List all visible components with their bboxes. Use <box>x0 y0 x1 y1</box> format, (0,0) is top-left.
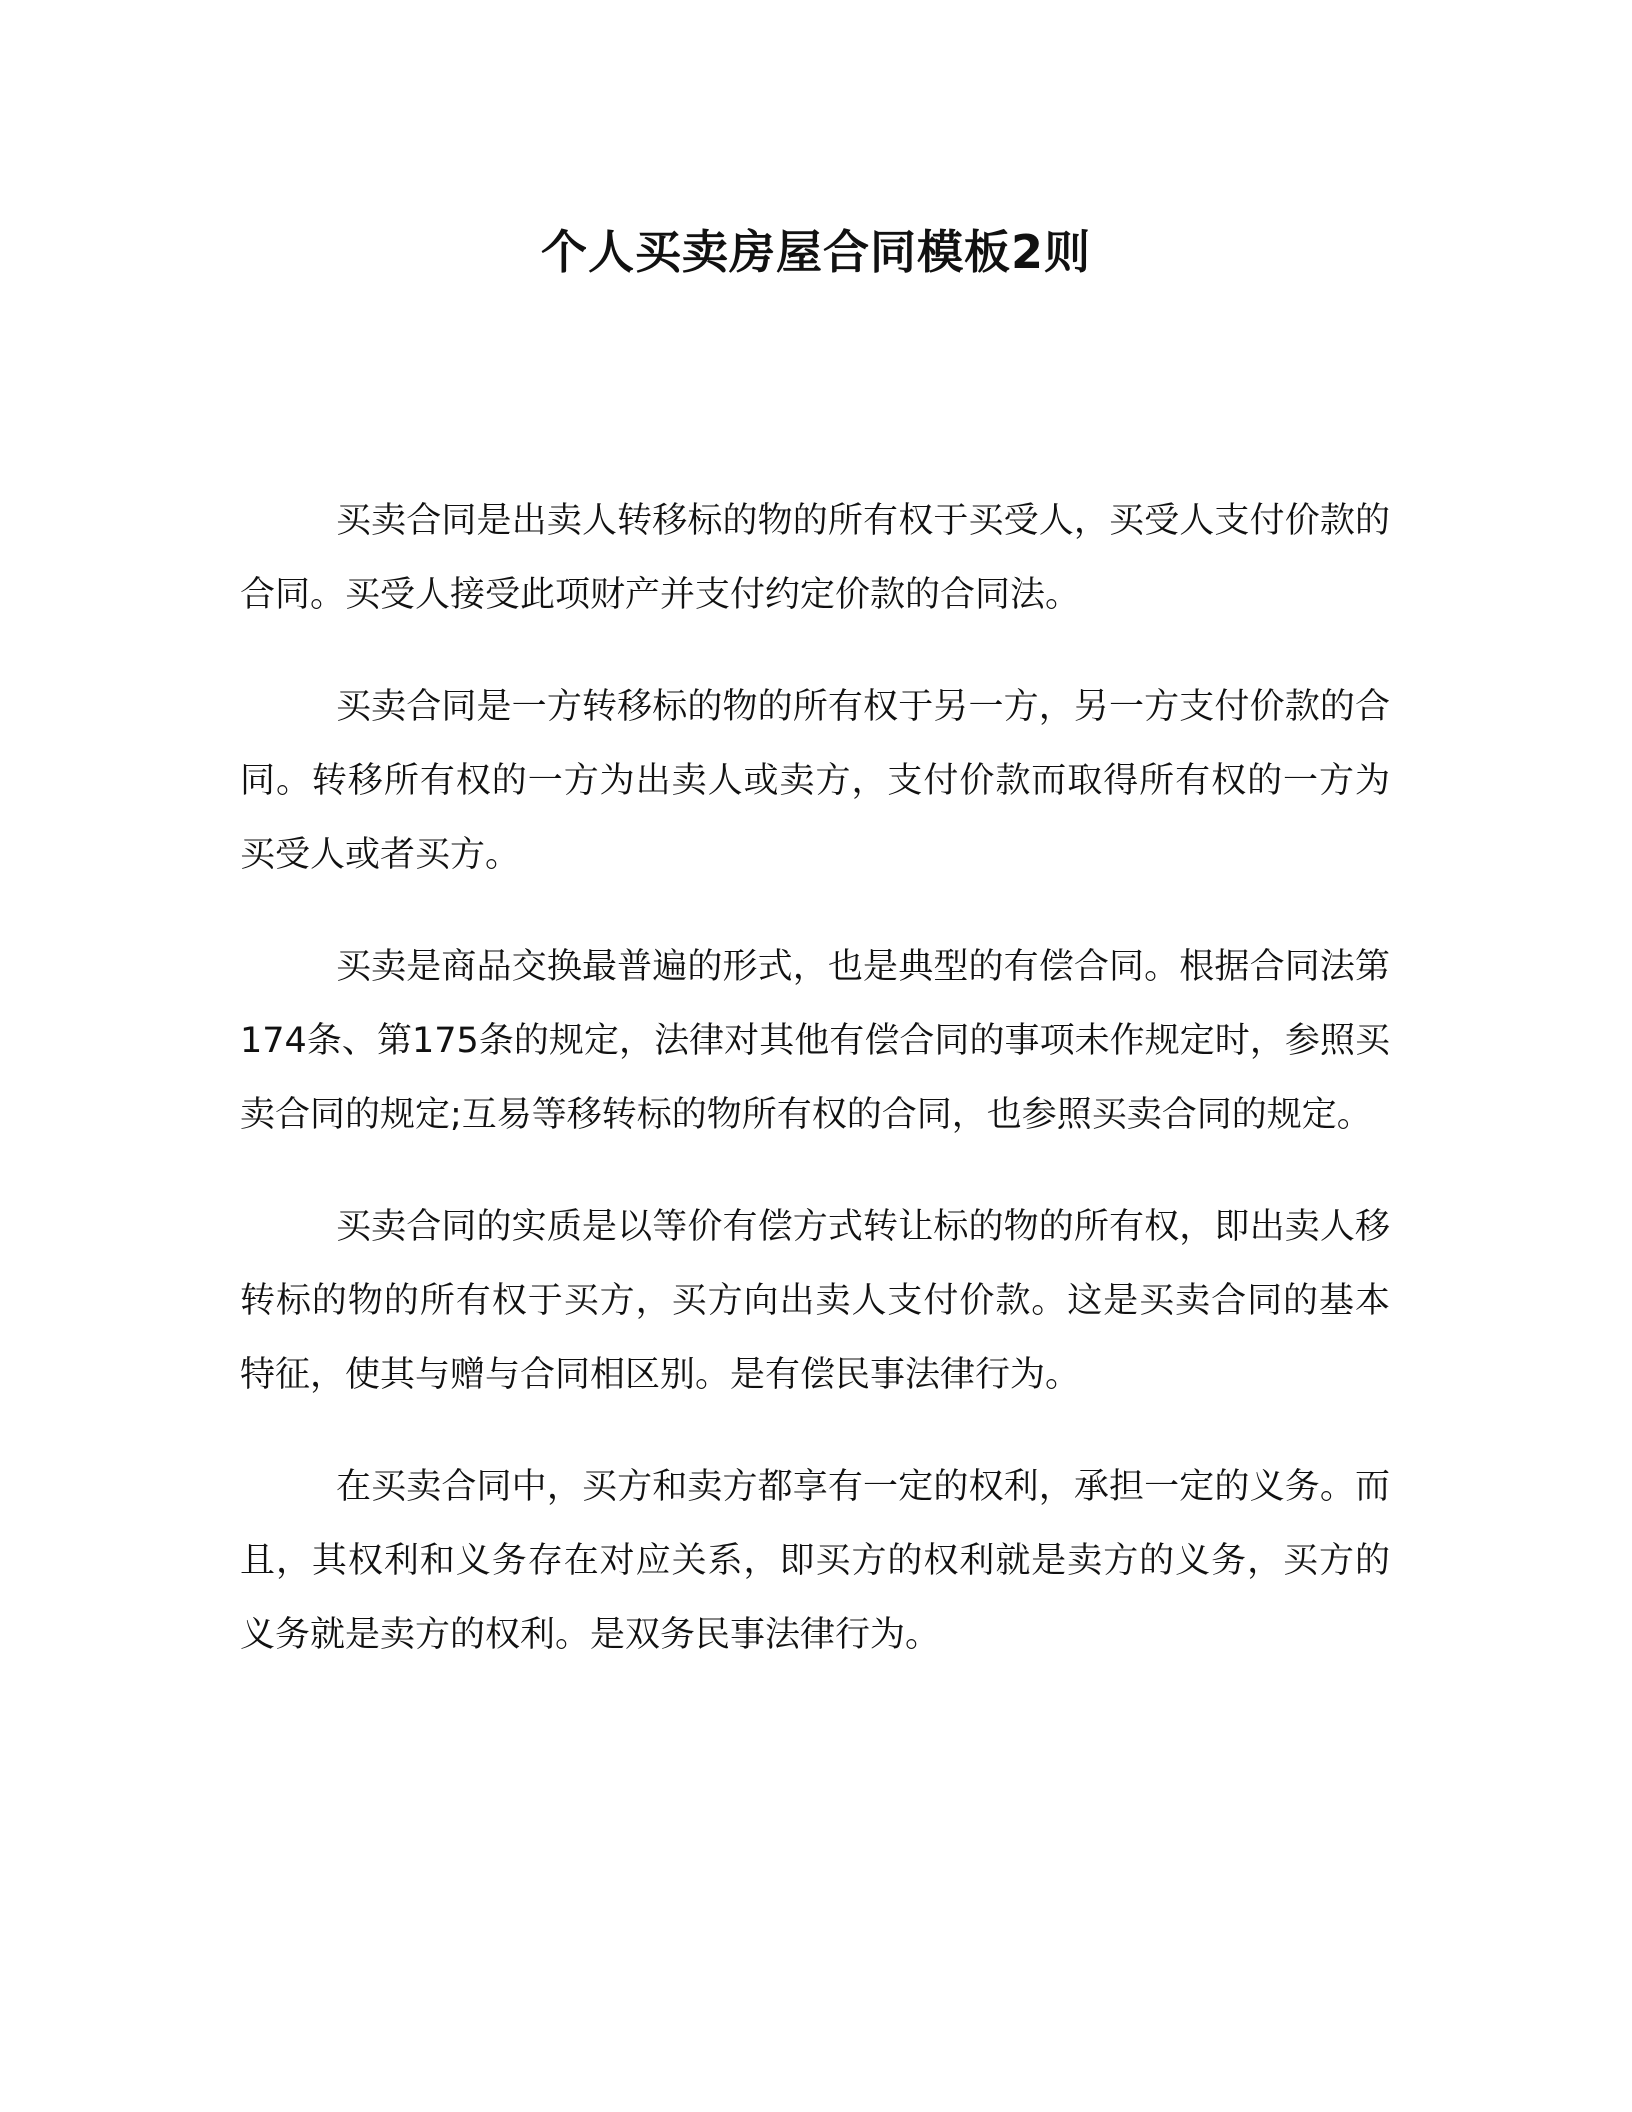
paragraph-4: 买卖合同的实质是以等价有偿方式转让标的物的所有权，即出卖人移转标的物的所有权于买方，买方向出卖人支付价款。这是买卖合同的基本特征，使其与赠与合同相区别。是有偿民事法律行为。 <box>240 1207 1390 1395</box>
paragraph-3: 买卖是商品交换最普遍的形式，也是典型的有偿合同。根据合同法第174条、第175条的规定，法律对其他有偿合同的事项未作规定时，参照买卖合同的规定;互易等移转标的物所有权的合同，也参照买卖合同的规定。 <box>240 947 1390 1135</box>
document-body <box>240 484 1390 1710</box>
paragraph-5: 在买卖合同中，买方和卖方都享有一定的权利，承担一定的义务。而且，其权利和义务存在对应关系，即买方的权利就是卖方的义务，买方的义务就是卖方的权利。是双务民事法律行为。 <box>240 1467 1390 1655</box>
document-title: 个人买卖房屋合同模板2则 <box>540 225 1091 279</box>
paragraph-1: 买卖合同是出卖人转移标的物的所有权于买受人，买受人支付价款的合同。买受人接受此项财产并支付约定价款的合同法。 <box>240 501 1390 615</box>
paragraph-2: 买卖合同是一方转移标的物的所有权于另一方，另一方支付价款的合同。转移所有权的一方为出卖人或卖方，支付价款而取得所有权的一方为买受人或者买方。 <box>240 687 1390 875</box>
